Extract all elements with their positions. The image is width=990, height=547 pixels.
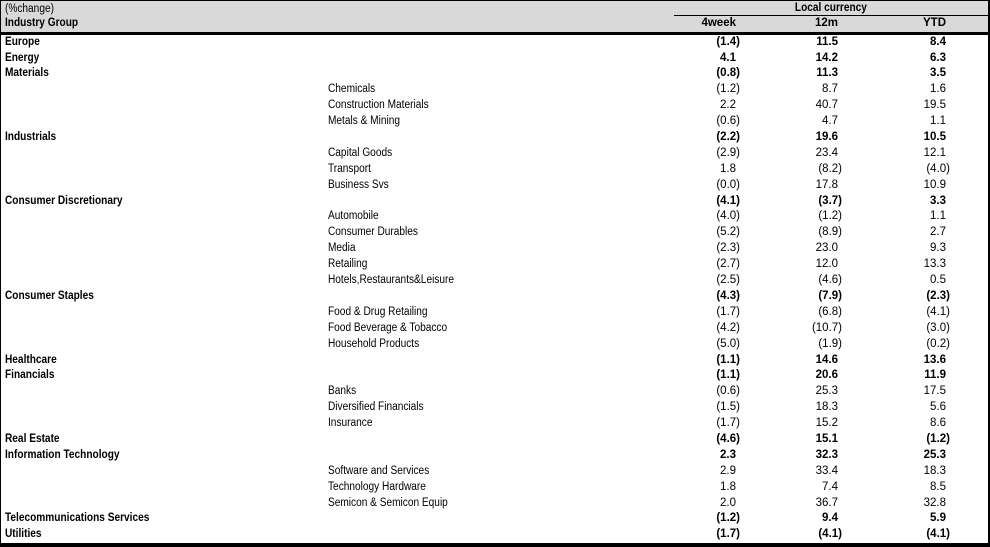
table-row <box>1 511 988 527</box>
industry-group-cell: Energy <box>5 51 40 64</box>
value-ytd: 1.1 <box>930 210 946 223</box>
value-ytd: 17.5 <box>923 385 946 398</box>
value-ytd: 10.5 <box>923 131 946 144</box>
value-ytd: 1.6 <box>930 83 946 96</box>
value-12m: (8.2) <box>818 162 842 175</box>
value-ytd: 5.9 <box>930 512 946 525</box>
industry-group-cell: Financials <box>5 369 55 382</box>
value-4week: (1.4) <box>716 35 740 48</box>
table-row <box>1 98 988 114</box>
value-ytd: 11.9 <box>924 369 946 382</box>
value-12m: (6.8) <box>818 305 842 318</box>
value-12m: 12.0 <box>815 258 838 271</box>
table-row <box>1 305 988 321</box>
value-12m: 40.7 <box>815 99 838 112</box>
subgroup-cell: Automobile <box>328 210 379 223</box>
local-currency-header: Local currency <box>674 1 988 16</box>
subgroup-cell: Diversified Financials <box>328 401 424 414</box>
value-4week: (0.6) <box>716 115 740 128</box>
value-12m: (3.7) <box>818 194 842 207</box>
table-row <box>1 50 988 66</box>
table-row <box>1 368 988 384</box>
value-ytd: 9.3 <box>930 242 946 255</box>
value-4week: (1.7) <box>716 528 740 541</box>
value-4week: (1.1) <box>716 353 740 366</box>
value-12m: (1.9) <box>818 337 842 350</box>
table-row <box>1 384 988 400</box>
subgroup-cell: Construction Materials <box>328 99 429 112</box>
subgroup-cell: Insurance <box>328 417 373 430</box>
value-4week: (1.2) <box>716 83 740 96</box>
value-ytd: 5.6 <box>930 401 946 414</box>
value-12m: 11.3 <box>816 67 838 80</box>
value-ytd: 10.9 <box>923 178 946 191</box>
industry-group-cell: Utilities <box>5 528 42 541</box>
value-4week: (2.7) <box>716 258 740 271</box>
value-4week: (0.6) <box>716 385 740 398</box>
value-12m: 25.3 <box>815 385 838 398</box>
value-4week: (1.5) <box>716 401 740 414</box>
value-12m: (1.2) <box>818 210 842 223</box>
table-row <box>1 257 988 273</box>
table-rows <box>1 35 988 544</box>
value-4week: (1.7) <box>716 305 740 318</box>
value-ytd: (1.2) <box>926 432 950 445</box>
subgroup-cell: Hotels,Restaurants&Leisure <box>328 274 455 287</box>
table-row <box>1 35 988 51</box>
table-row <box>1 130 988 146</box>
value-12m: 15.1 <box>815 432 838 445</box>
subgroup-cell: Retailing <box>328 258 368 271</box>
subgroup-cell: Banks <box>328 385 357 398</box>
industry-group-header: Industry Group <box>5 17 79 30</box>
value-4week: (2.9) <box>716 146 740 159</box>
table-row <box>1 146 988 162</box>
value-4week: (4.3) <box>716 289 740 302</box>
value-12m: 33.4 <box>815 464 838 477</box>
subgroup-cell: Software and Services <box>328 464 430 477</box>
value-12m: (8.9) <box>818 226 842 239</box>
table-row <box>1 416 988 432</box>
table-row <box>1 352 988 368</box>
value-12m: 23.0 <box>815 242 838 255</box>
value-ytd: (2.3) <box>926 289 950 302</box>
value-12m: 20.6 <box>815 369 838 382</box>
value-ytd: (4.1) <box>926 528 950 541</box>
value-ytd: 1.1 <box>930 115 946 128</box>
value-ytd: 3.5 <box>930 67 946 80</box>
column-header-12m: 12m <box>814 17 838 30</box>
value-4week: 2.3 <box>720 448 736 461</box>
value-12m: 19.6 <box>815 131 838 144</box>
industry-group-cell: Materials <box>5 67 49 80</box>
value-4week: (2.5) <box>716 274 740 287</box>
industry-group-cell: Europe <box>5 35 40 48</box>
value-12m: 8.7 <box>822 83 838 96</box>
table-row <box>1 273 988 289</box>
value-ytd: 2.7 <box>930 226 946 239</box>
subgroup-cell: Business Svs <box>328 178 389 191</box>
subgroup-cell: Food & Drug Retailing <box>328 305 428 318</box>
table-row <box>1 114 988 130</box>
column-header-row <box>1 16 988 32</box>
value-4week: (4.0) <box>716 210 740 223</box>
table-row <box>1 241 988 257</box>
table-row <box>1 225 988 241</box>
value-ytd: 3.3 <box>930 194 946 207</box>
value-4week: (2.3) <box>716 242 740 255</box>
subgroup-cell: Metals & Mining <box>328 115 400 128</box>
industry-group-cell: Consumer Staples <box>5 289 94 302</box>
value-12m: (7.9) <box>818 289 842 302</box>
value-ytd: 6.3 <box>930 51 946 64</box>
value-12m: 17.8 <box>815 178 838 191</box>
value-12m: 9.4 <box>822 512 838 525</box>
value-12m: 14.2 <box>815 51 838 64</box>
value-12m: 15.2 <box>815 417 838 430</box>
value-ytd: 19.5 <box>923 99 946 112</box>
value-ytd: 8.4 <box>930 35 946 48</box>
subgroup-cell: Semicon & Semicon Equip <box>328 496 448 509</box>
subgroup-cell: Food Beverage & Tobacco <box>328 321 448 334</box>
value-4week: 1.8 <box>720 480 736 493</box>
value-ytd: 8.5 <box>930 480 946 493</box>
table-row <box>1 448 988 464</box>
value-ytd: 13.6 <box>923 353 946 366</box>
table-row <box>1 193 988 209</box>
value-4week: (0.0) <box>716 178 740 191</box>
column-header-4week: 4week <box>701 17 736 30</box>
table-row <box>1 495 988 511</box>
value-12m: (10.7) <box>811 321 842 334</box>
value-4week: (2.2) <box>716 131 740 144</box>
value-12m: 36.7 <box>815 496 838 509</box>
value-ytd: 18.3 <box>923 464 946 477</box>
table-row <box>1 66 988 82</box>
industry-group-cell: Real Estate <box>5 432 60 445</box>
value-ytd: (3.0) <box>926 321 950 334</box>
value-12m: 23.4 <box>815 146 838 159</box>
value-ytd: 8.6 <box>930 417 946 430</box>
subgroup-cell: Media <box>328 242 356 255</box>
industry-group-cell: Information Technology <box>5 448 120 461</box>
value-12m: 14.6 <box>815 353 838 366</box>
value-12m: 4.7 <box>822 115 838 128</box>
subgroup-cell: Household Products <box>328 337 420 350</box>
value-12m: (4.6) <box>818 274 842 287</box>
table-row <box>1 82 988 98</box>
subgroup-cell: Capital Goods <box>328 146 393 159</box>
industry-group-cell: Telecommunications Services <box>5 512 150 525</box>
table-row <box>1 321 988 337</box>
value-4week: (1.1) <box>716 369 740 382</box>
table-row <box>1 209 988 225</box>
value-12m: 11.5 <box>816 35 838 48</box>
table-row <box>1 178 988 194</box>
value-4week: (5.0) <box>716 337 740 350</box>
value-ytd: (0.2) <box>926 337 950 350</box>
value-ytd: 32.8 <box>923 496 946 509</box>
table-row <box>1 162 988 178</box>
subgroup-cell: Technology Hardware <box>328 480 426 493</box>
value-12m: 32.3 <box>815 448 838 461</box>
value-4week: 2.2 <box>720 99 736 112</box>
value-4week: 2.9 <box>720 464 736 477</box>
value-4week: (4.6) <box>716 432 740 445</box>
column-header-ytd: YTD <box>923 17 946 30</box>
value-ytd: (4.1) <box>926 305 950 318</box>
table-row <box>1 400 988 416</box>
value-ytd: 25.3 <box>923 448 946 461</box>
value-4week: (1.2) <box>716 512 740 525</box>
industry-group-cell: Consumer Discretionary <box>5 194 123 207</box>
value-4week: (0.8) <box>716 67 740 80</box>
table-row <box>1 527 988 543</box>
value-4week: (1.7) <box>716 417 740 430</box>
subgroup-cell: Transport <box>328 162 371 175</box>
value-4week: 1.8 <box>720 162 736 175</box>
industry-group-cell: Industrials <box>5 131 57 144</box>
value-12m: 18.3 <box>815 401 838 414</box>
value-ytd: 0.5 <box>930 274 946 287</box>
table-header <box>1 1 988 32</box>
table-row <box>1 432 988 448</box>
table-row <box>1 479 988 495</box>
table-row <box>1 336 988 352</box>
subgroup-cell: Chemicals <box>328 83 376 96</box>
industry-group-cell: Healthcare <box>5 353 57 366</box>
value-4week: 2.0 <box>720 496 736 509</box>
value-4week: 4.1 <box>720 51 736 64</box>
value-4week: (5.2) <box>716 226 740 239</box>
percent-change-label: (%change) <box>5 3 54 15</box>
value-12m: (4.1) <box>818 528 842 541</box>
value-ytd: (4.0) <box>926 162 950 175</box>
subgroup-cell: Consumer Durables <box>328 226 418 239</box>
value-4week: (4.1) <box>716 194 740 207</box>
value-ytd: 13.3 <box>923 258 946 271</box>
table-row <box>1 464 988 480</box>
table-row <box>1 289 988 305</box>
value-4week: (4.2) <box>716 321 740 334</box>
value-12m: 7.4 <box>822 480 838 493</box>
value-ytd: 12.1 <box>923 146 946 159</box>
